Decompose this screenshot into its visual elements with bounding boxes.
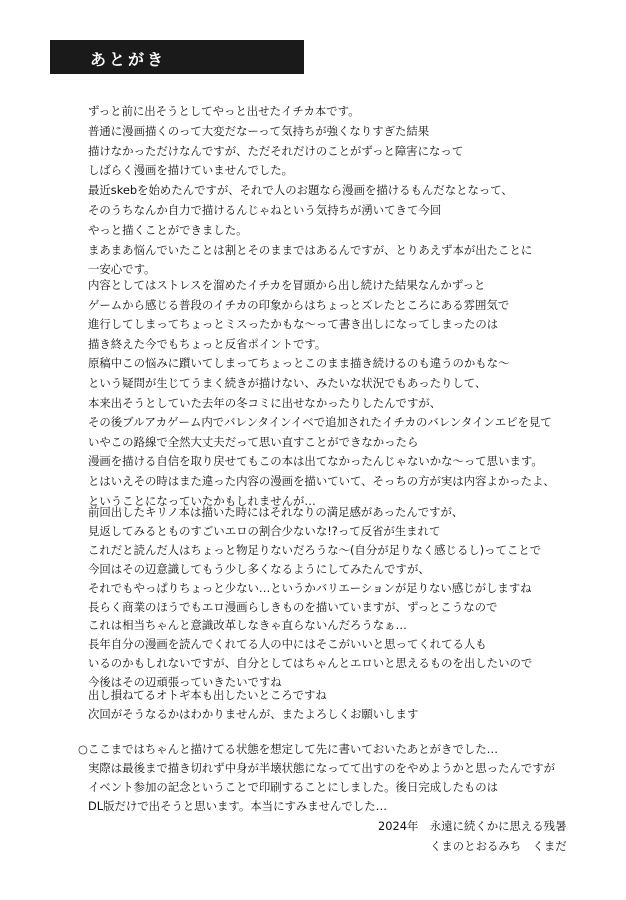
- signature-date: 2024年 永遠に続くかに思える残暑: [378, 819, 567, 833]
- text-line: そのうちなんか自力で描けるんじゃねという気持ちが湧いてきて今回: [88, 203, 442, 217]
- text-line: ということになっていたかもしれませんが…: [88, 493, 316, 508]
- text-line: これは相当ちゃんと意識改革しなきゃ直らないんだろうなぁ…: [88, 618, 407, 633]
- text-line: これだと読んだ人はちょっと物足りないだろうな～(自分が足りなく感じるし)ってことで: [88, 542, 542, 557]
- text-line: 次回がそうなるかはわかりませんが、またよろしくお願いします: [88, 707, 419, 721]
- text-line: やっと描くことができました。: [88, 222, 248, 237]
- text-line: 進行してしまってちょっとミスったかもな～って書き出しになってしまったのは: [88, 317, 499, 332]
- text-line: ○ここまではちゃんと描けてる状態を想定して先に書いておいたあとがきでした…: [78, 742, 499, 756]
- text-line: 実際は最後まで描き切れず中身が半壊状態になってて出すのをやめようかと思ったんですが: [88, 761, 556, 775]
- text-line: イベント参加の記念ということで印刷することにしました。後日完成したものは: [88, 780, 499, 794]
- text-line: ゲームから感じる普段のイチカの印象からはちょっとズレたところにある雰囲気で: [88, 297, 510, 312]
- text-line: 今後はその辺頑張っていきたいですね: [88, 675, 282, 690]
- text-line: 最近skebを始めたんですが、それで人のお題なら漫画を描けるもんだなとなって、: [88, 183, 513, 198]
- text-line: とはいえその時はまた違った内容の漫画を描いていて、そっちの方が実は内容よかったよ、: [88, 474, 555, 488]
- text-line: DL版だけで出そうと思います。本当にすみませんでした…: [88, 799, 387, 813]
- text-line: 長年自分の漫画を読んでくれてる人の中にはそこがいいと思ってくれてる人も: [88, 637, 487, 652]
- text-line: 出し損ねてるオトギ本も出したいところですね: [88, 688, 327, 702]
- text-line: それでもやっぱりちょっと少ない…というかバリエーションが足りない感じがしますね: [88, 580, 532, 595]
- text-line: 今回はその辺意識してもう少し多くなるようにしてみたんですが、: [88, 561, 430, 576]
- text-line: 漫画を描ける自信を取り戻せてもこの本は出てなかったんじゃないかな～って思います。: [88, 454, 543, 469]
- text-line: 原稿中この悩みに躓いてしまってちょっとこのまま描き続けるのも違うのかもな～: [88, 356, 510, 371]
- text-line: ずっと前に出そうとしてやっと出せたイチカ本です。: [88, 104, 360, 118]
- text-line: 一安心です。: [88, 262, 156, 277]
- text-line: という疑問が生じてうまく続きが描けない、みたいな状況でもあったりして、: [88, 376, 487, 390]
- text-line: 普通に漫画描くのって大変だなーって気持ちが強くなりすぎた結果: [88, 123, 430, 138]
- text-line: 描けなかっただけなんですが、ただそれだけのことがずっと障害になって: [88, 143, 464, 158]
- title-banner: [50, 40, 304, 74]
- text-line: しばらく漫画を描けていませんでした。: [88, 163, 294, 178]
- text-line: まあまあ悩んでいたことは割とそのままではあるんですが、とりあえず本が出たことに: [88, 242, 533, 257]
- text-line: いるのかもしれないですが、自分としてはちゃんとエロいと思えるものを出したいので: [88, 656, 533, 671]
- signature-author: くまのとおるみち くまだ: [430, 839, 567, 853]
- text-line: 内容としてはストレスを溜めたイチカを冒頭から出し続けた結果なんかずっと: [88, 278, 486, 292]
- text-line: いやこの路線で全然大丈夫だって思い直すことができなかったら: [88, 434, 419, 449]
- text-line: 長らく商業のほうでもエロ漫画らしきものを描いていますが、ずっとこうなので: [88, 599, 498, 614]
- text-line: 本来出そうとしていた去年の冬コミに出せなかったりしたんですが、: [88, 395, 442, 410]
- text-line: その後ブルアカゲーム内でバレンタインイベで追加されたイチカのバレンタインエピを見て: [88, 415, 552, 430]
- page-title: あとがき: [90, 50, 167, 69]
- text-line: 見返してみるとものすごいエロの割合少ないな!?って反省が生まれて: [88, 523, 441, 538]
- text-line: 前回出したキリノ本は描いた時にはそれなりの満足感があったんですが、: [88, 505, 464, 519]
- text-line: 描き終えた今でもちょっと反省ポイントです。: [88, 336, 327, 351]
